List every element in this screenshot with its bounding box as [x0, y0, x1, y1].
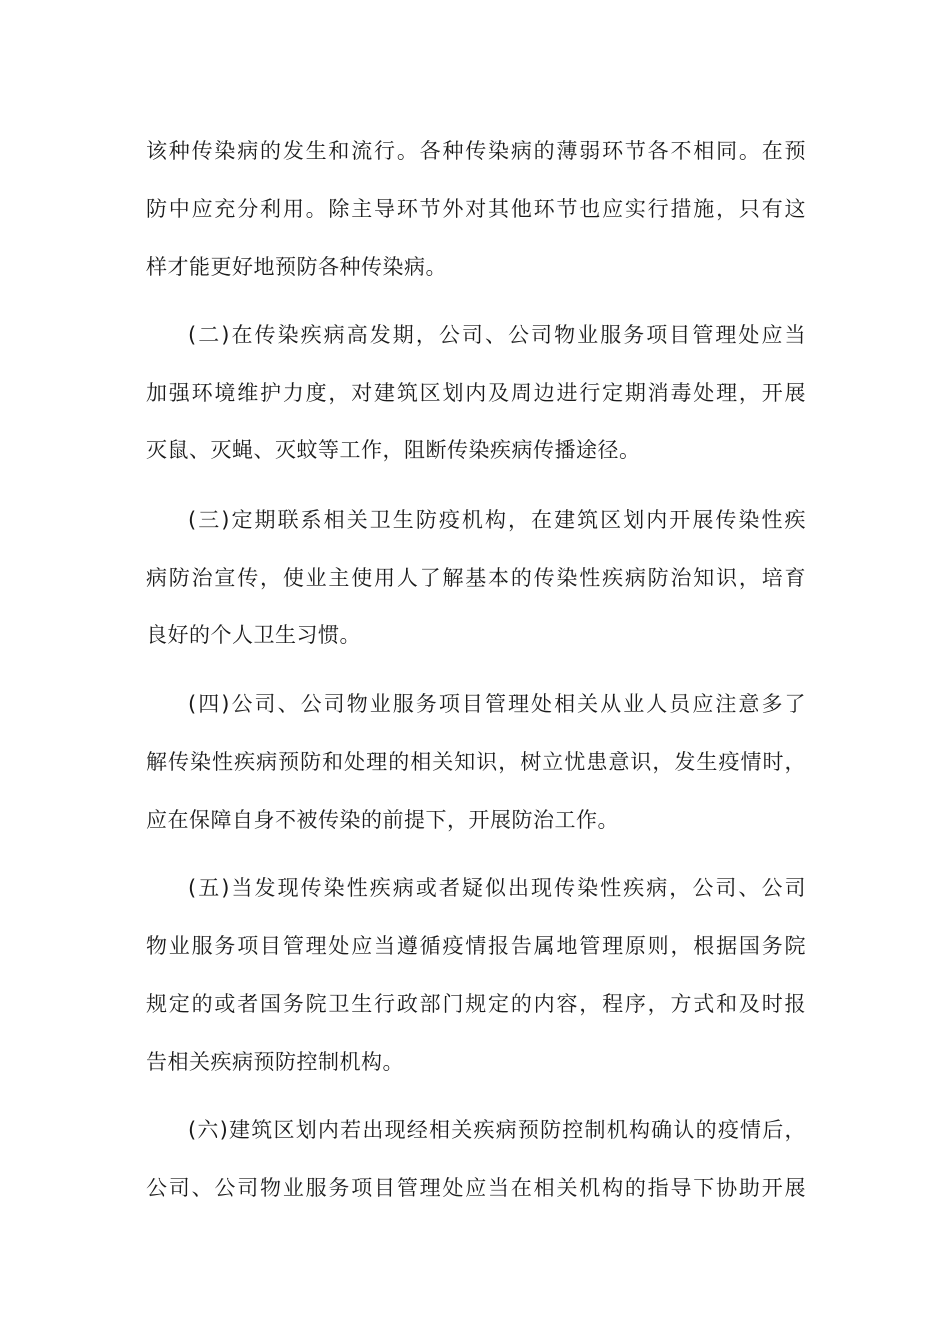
paragraph-1-line-2: 防中应充分利用。除主导环节外对其他环节也应实行措施，只有这 [146, 197, 806, 221]
paragraph-2-line-2: 加强环境维护力度，对建筑区划内及周边进行定期消毒处理，开展 [146, 381, 806, 405]
paragraph-4-line-1: (四)公司、公司物业服务项目管理处相关从业人员应注意多了 [188, 692, 806, 716]
paragraph-2-line-1: (二)在传染疾病高发期，公司、公司物业服务项目管理处应当 [188, 323, 806, 347]
paragraph-1-line-1: 该种传染病的发生和流行。各种传染病的薄弱环节各不相同。在预 [146, 139, 806, 163]
paragraph-5-line-1: (五)当发现传染性疾病或者疑似出现传染性疾病，公司、公司 [188, 876, 806, 900]
paragraph-1-line-3: 样才能更好地预防各种传染病。 [146, 255, 447, 279]
paragraph-5-line-4: 告相关疾病预防控制机构。 [146, 1050, 404, 1074]
paragraph-5-line-2: 物业服务项目管理处应当遵循疫情报告属地管理原则，根据国务院 [146, 934, 806, 958]
paragraph-6-line-1: (六)建筑区划内若出现经相关疾病预防控制机构确认的疫情后， [188, 1118, 806, 1142]
paragraph-3-line-2: 病防治宣传，使业主使用人了解基本的传染性疾病防治知识，培育 [146, 566, 806, 590]
paragraph-6-line-2: 公司、公司物业服务项目管理处应当在相关机构的指导下协助开展 [146, 1176, 806, 1200]
paragraph-3-line-1: (三)定期联系相关卫生防疫机构，在建筑区划内开展传染性疾 [188, 508, 806, 532]
paragraph-5-line-3: 规定的或者国务院卫生行政部门规定的内容，程序，方式和及时报 [146, 992, 806, 1016]
paragraph-2-line-3: 灭鼠、灭蝇、灭蚊等工作，阻断传染疾病传播途径。 [146, 438, 641, 462]
paragraph-4-line-3: 应在保障自身不被传染的前提下，开展防治工作。 [146, 808, 619, 832]
paragraph-4-line-2: 解传染性疾病预防和处理的相关知识，树立忧患意识，发生疫情时， [146, 750, 806, 774]
paragraph-3-line-3: 良好的个人卫生习惯。 [146, 623, 361, 647]
